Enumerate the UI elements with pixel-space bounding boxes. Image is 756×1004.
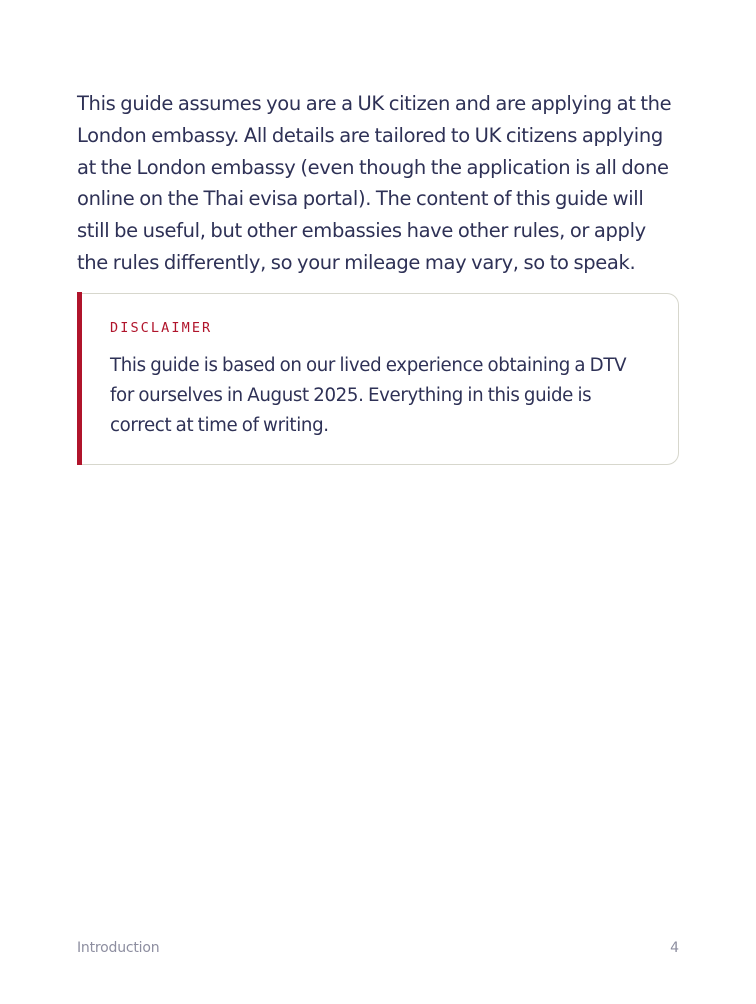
disclaimer-callout <box>77 293 679 465</box>
disclaimer-text: This guide is based on our lived experience obtaining a DTV for ourselves in August 2025. Everything in this guide is correct at time of writing. <box>110 354 627 436</box>
intro-paragraph: This guide assumes you are a UK citizen and are applying at the London embassy. All details are tailored to UK citizens applying at the London embassy (even though the application is all done online on the Thai evisa portal). The content of this guide will still be useful, but other embassies have other rules, or apply the rules differently, so your mileage may vary, so to speak. <box>77 92 672 274</box>
disclaimer-label: DISCLAIMER <box>110 319 213 336</box>
footer-page-number: 4 <box>670 940 679 956</box>
footer-section-name: Introduction <box>77 940 160 956</box>
disclaimer-accent-bar <box>77 292 82 465</box>
page-content <box>77 88 679 465</box>
